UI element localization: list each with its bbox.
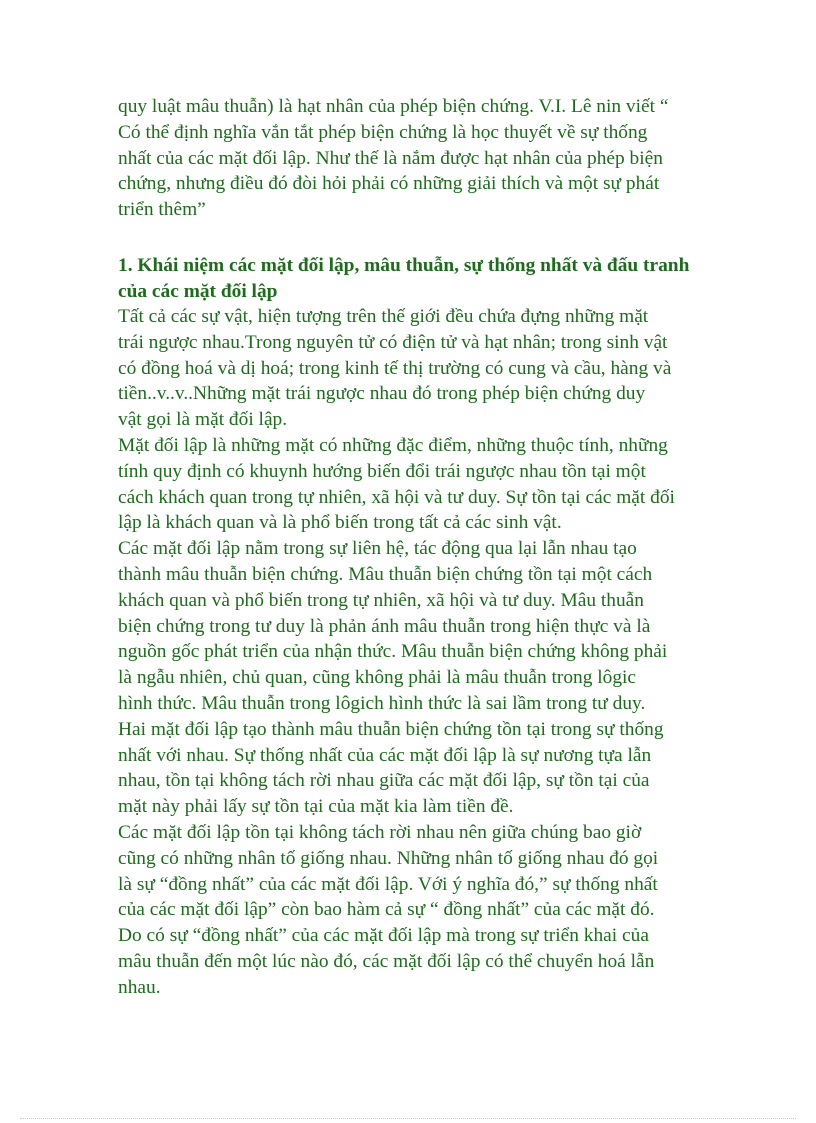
body-line: nguồn gốc phát triển của nhận thức. Mâu thuẫn biện chứng không phải <box>118 641 668 663</box>
body-line: mặt này phải lấy sự tồn tại của mặt kia làm tiền đề. <box>118 796 514 818</box>
heading-line: 1. Khái niệm các mặt đối lập, mâu thuẫn, sự thống nhất và đấu tranh <box>118 255 690 276</box>
body-line: Hai mặt đối lập tạo thành mâu thuẫn biện chứng tồn tại trong sự thống <box>118 718 664 740</box>
body-line: cũng có những nhân tố giống nhau. Những nhân tố giống nhau đó gọi <box>118 847 659 869</box>
intro-line: Có thể định nghĩa vắn tắt phép biện chứng là học thuyết về sự thống <box>118 121 648 143</box>
body-line: biện chứng trong tư duy là phản ánh mâu thuẫn trong hiện thực và là <box>118 615 651 637</box>
body-line: trái ngược nhau.Trong nguyên tử có điện tử và hạt nhân; trong sinh vật <box>118 331 668 353</box>
intro-line: triển thêm” <box>118 199 206 221</box>
body-line: nhau, tồn tại không tách rời nhau giữa các mặt đối lập, sự tồn tại của <box>118 770 650 792</box>
body-line: hình thức. Mâu thuẫn trong lôgich hình thức là sai lầm trong tư duy. <box>118 692 646 714</box>
body-line: thành mâu thuẫn biện chứng. Mâu thuẫn biện chứng tồn tại một cách <box>118 563 653 585</box>
section-heading <box>118 253 718 305</box>
intro-line: nhất của các mặt đối lập. Như thế là nắm được hạt nhân của phép biện <box>118 147 663 169</box>
section-body <box>118 304 708 1001</box>
body-line: khách quan và phổ biến trong tự nhiên, xã hội và tư duy. Mâu thuẫn <box>118 589 644 611</box>
intro-line: quy luật mâu thuẫn) là hạt nhân của phép biện chứng. V.I. Lê nin viết “ <box>118 96 669 117</box>
body-line: là ngẫu nhiên, chủ quan, cũng không phải là mâu thuẫn trong lôgic <box>118 667 637 689</box>
body-line: nhau. <box>118 976 161 998</box>
page-bottom-rule <box>20 1118 796 1119</box>
body-line: mâu thuẫn đến một lúc nào đó, các mặt đối lập có thể chuyển hoá lẫn <box>118 950 655 972</box>
body-line: nhất với nhau. Sự thống nhất của các mặt đối lập là sự nương tựa lẫn <box>118 744 652 766</box>
body-line: tính quy định có khuynh hướng biến đổi trái ngược nhau tồn tại một <box>118 460 646 482</box>
body-line: cách khách quan trong tự nhiên, xã hội và tư duy. Sự tồn tại các mặt đối <box>118 486 675 508</box>
body-line: tiền..v..v..Những mặt trái ngược nhau đó trong phép biện chứng duy <box>118 383 646 405</box>
intro-line: chứng, nhưng điều đó đòi hỏi phải có những giải thích và một sự phát <box>118 173 660 195</box>
body-line: Các mặt đối lập nằm trong sự liên hệ, tác động qua lại lẫn nhau tạo <box>118 538 637 560</box>
body-line: Các mặt đối lập tồn tại không tách rời nhau nên giữa chúng bao giờ <box>118 821 642 843</box>
body-line: có đồng hoá và dị hoá; trong kinh tế thị trường có cung và cầu, hàng và <box>118 357 672 379</box>
body-line: Tất cả các sự vật, hiện tượng trên thế giới đều chứa đựng những mặt <box>118 306 649 327</box>
body-line: lập là khách quan và là phổ biến trong tất cả các sinh vật. <box>118 512 562 534</box>
body-line: của các mặt đối lập” còn bao hàm cả sự “ đồng nhất” của các mặt đó. <box>118 899 655 921</box>
body-line: Do có sự “đồng nhất” của các mặt đối lập mà trong sự triển khai của <box>118 925 649 947</box>
heading-line: của các mặt đối lập <box>118 280 278 302</box>
body-line: vật gọi là mặt đối lập. <box>118 409 288 431</box>
body-line: là sự “đồng nhất” của các mặt đối lập. Với ý nghĩa đó,” sự thống nhất <box>118 873 658 895</box>
body-line: Mặt đối lập là những mặt có những đặc điểm, những thuộc tính, những <box>118 434 668 456</box>
intro-paragraph <box>118 94 708 223</box>
